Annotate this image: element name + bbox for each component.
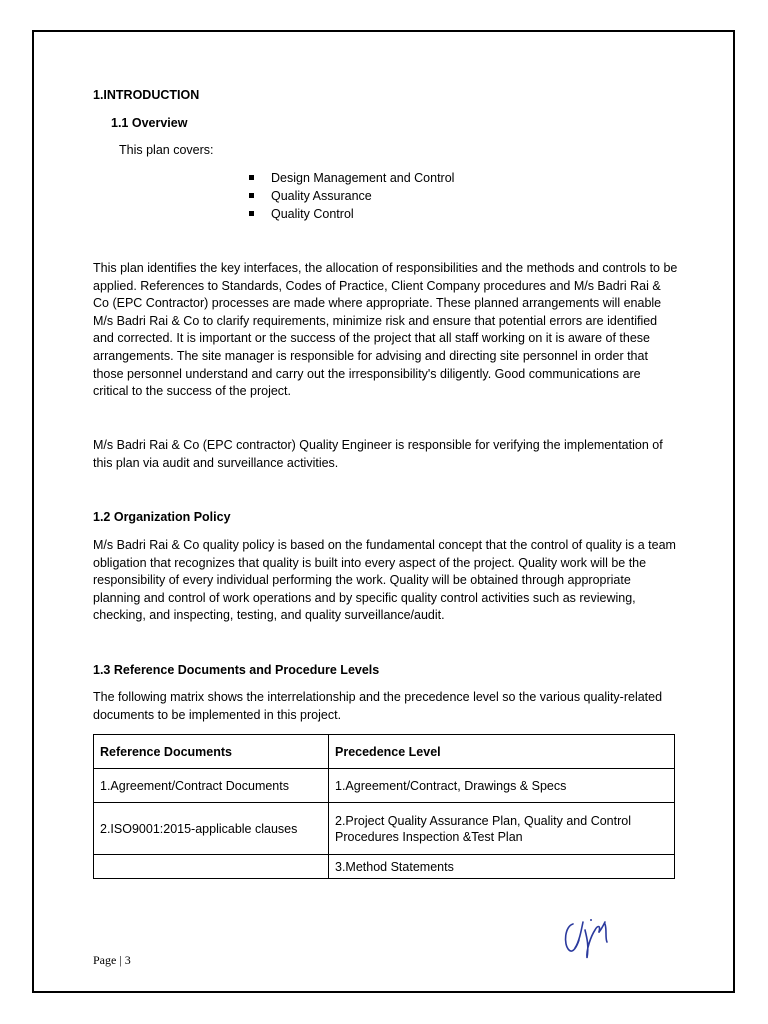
plan-covers-text: This plan covers: bbox=[119, 143, 214, 157]
table-row bbox=[94, 803, 675, 855]
list-item: Quality Control bbox=[247, 205, 454, 223]
column-header-reference: Reference Documents bbox=[94, 735, 329, 769]
column-header-precedence: Precedence Level bbox=[329, 735, 675, 769]
bullet-square-icon bbox=[249, 175, 254, 180]
list-item: Design Management and Control bbox=[247, 169, 454, 187]
heading-organization-policy: 1.2 Organization Policy bbox=[93, 510, 231, 524]
organization-policy-paragraph: M/s Badri Rai & Co quality policy is based on the fundamental concept that the control of quality is a team obligation that recognizes that quality is built into every aspect of the project. Quality work will be the responsibility of every individual performing the work. Quality will be obtained through appropriate planning and control of work operations and by specific quality control activities such as reviewing, checking, and inspecting, testing, and quality surveillance/audit. bbox=[93, 538, 676, 623]
table-cell bbox=[94, 855, 329, 879]
table-row bbox=[94, 769, 675, 803]
table-row bbox=[94, 855, 675, 879]
heading-introduction: 1.INTRODUCTION bbox=[93, 88, 200, 102]
table-cell: 2.Project Quality Assurance Plan, Quality and Control Procedures Inspection &Test Plan bbox=[329, 803, 675, 855]
table-cell: 2.ISO9001:2015-applicable clauses bbox=[94, 803, 329, 855]
table-cell: 1.Agreement/Contract, Drawings & Specs bbox=[329, 769, 675, 803]
heading-overview: 1.1 Overview bbox=[111, 116, 188, 130]
signature bbox=[555, 902, 615, 962]
table-header-row bbox=[94, 735, 675, 769]
table-cell: 3.Method Statements bbox=[329, 855, 675, 879]
bullet-square-icon bbox=[249, 211, 254, 216]
bullet-square-icon bbox=[249, 193, 254, 198]
page-number: Page | 3 bbox=[93, 953, 131, 967]
reference-documents-paragraph: The following matrix shows the interrelationship and the precedence level so the various quality-related documents to be implemented in this project. bbox=[93, 690, 663, 722]
reference-matrix-table bbox=[93, 734, 675, 879]
heading-reference-documents: 1.3 Reference Documents and Procedure Levels bbox=[93, 663, 380, 677]
coverage-list bbox=[247, 169, 454, 223]
list-item: Quality Assurance bbox=[247, 187, 454, 205]
table-cell: 1.Agreement/Contract Documents bbox=[94, 769, 329, 803]
overview-paragraph-1: This plan identifies the key interfaces, the allocation of responsibilities and the methods and controls to be applied. References to Standards, Codes of Practice, Client Company procedures and M/s Badri Rai & Co (EPC Contractor) processes are made where appropriate. These planned arrangements will enable M/s Badri Rai & Co to clarify requirements, minimize risk and ensure that potential errors are identified and corrected. It is important or the success of the project that all staff working on it is aware of these arrangements. The site manager is responsible for advising and directing site personnel in order that those personnel understand and carry out the irresponsibility's diligently. Good communications are critical to the success of the project. bbox=[93, 261, 678, 399]
overview-paragraph-2: M/s Badri Rai & Co (EPC contractor) Quality Engineer is responsible for verifying the implementation of this plan via audit and surveillance activities. bbox=[93, 438, 663, 470]
